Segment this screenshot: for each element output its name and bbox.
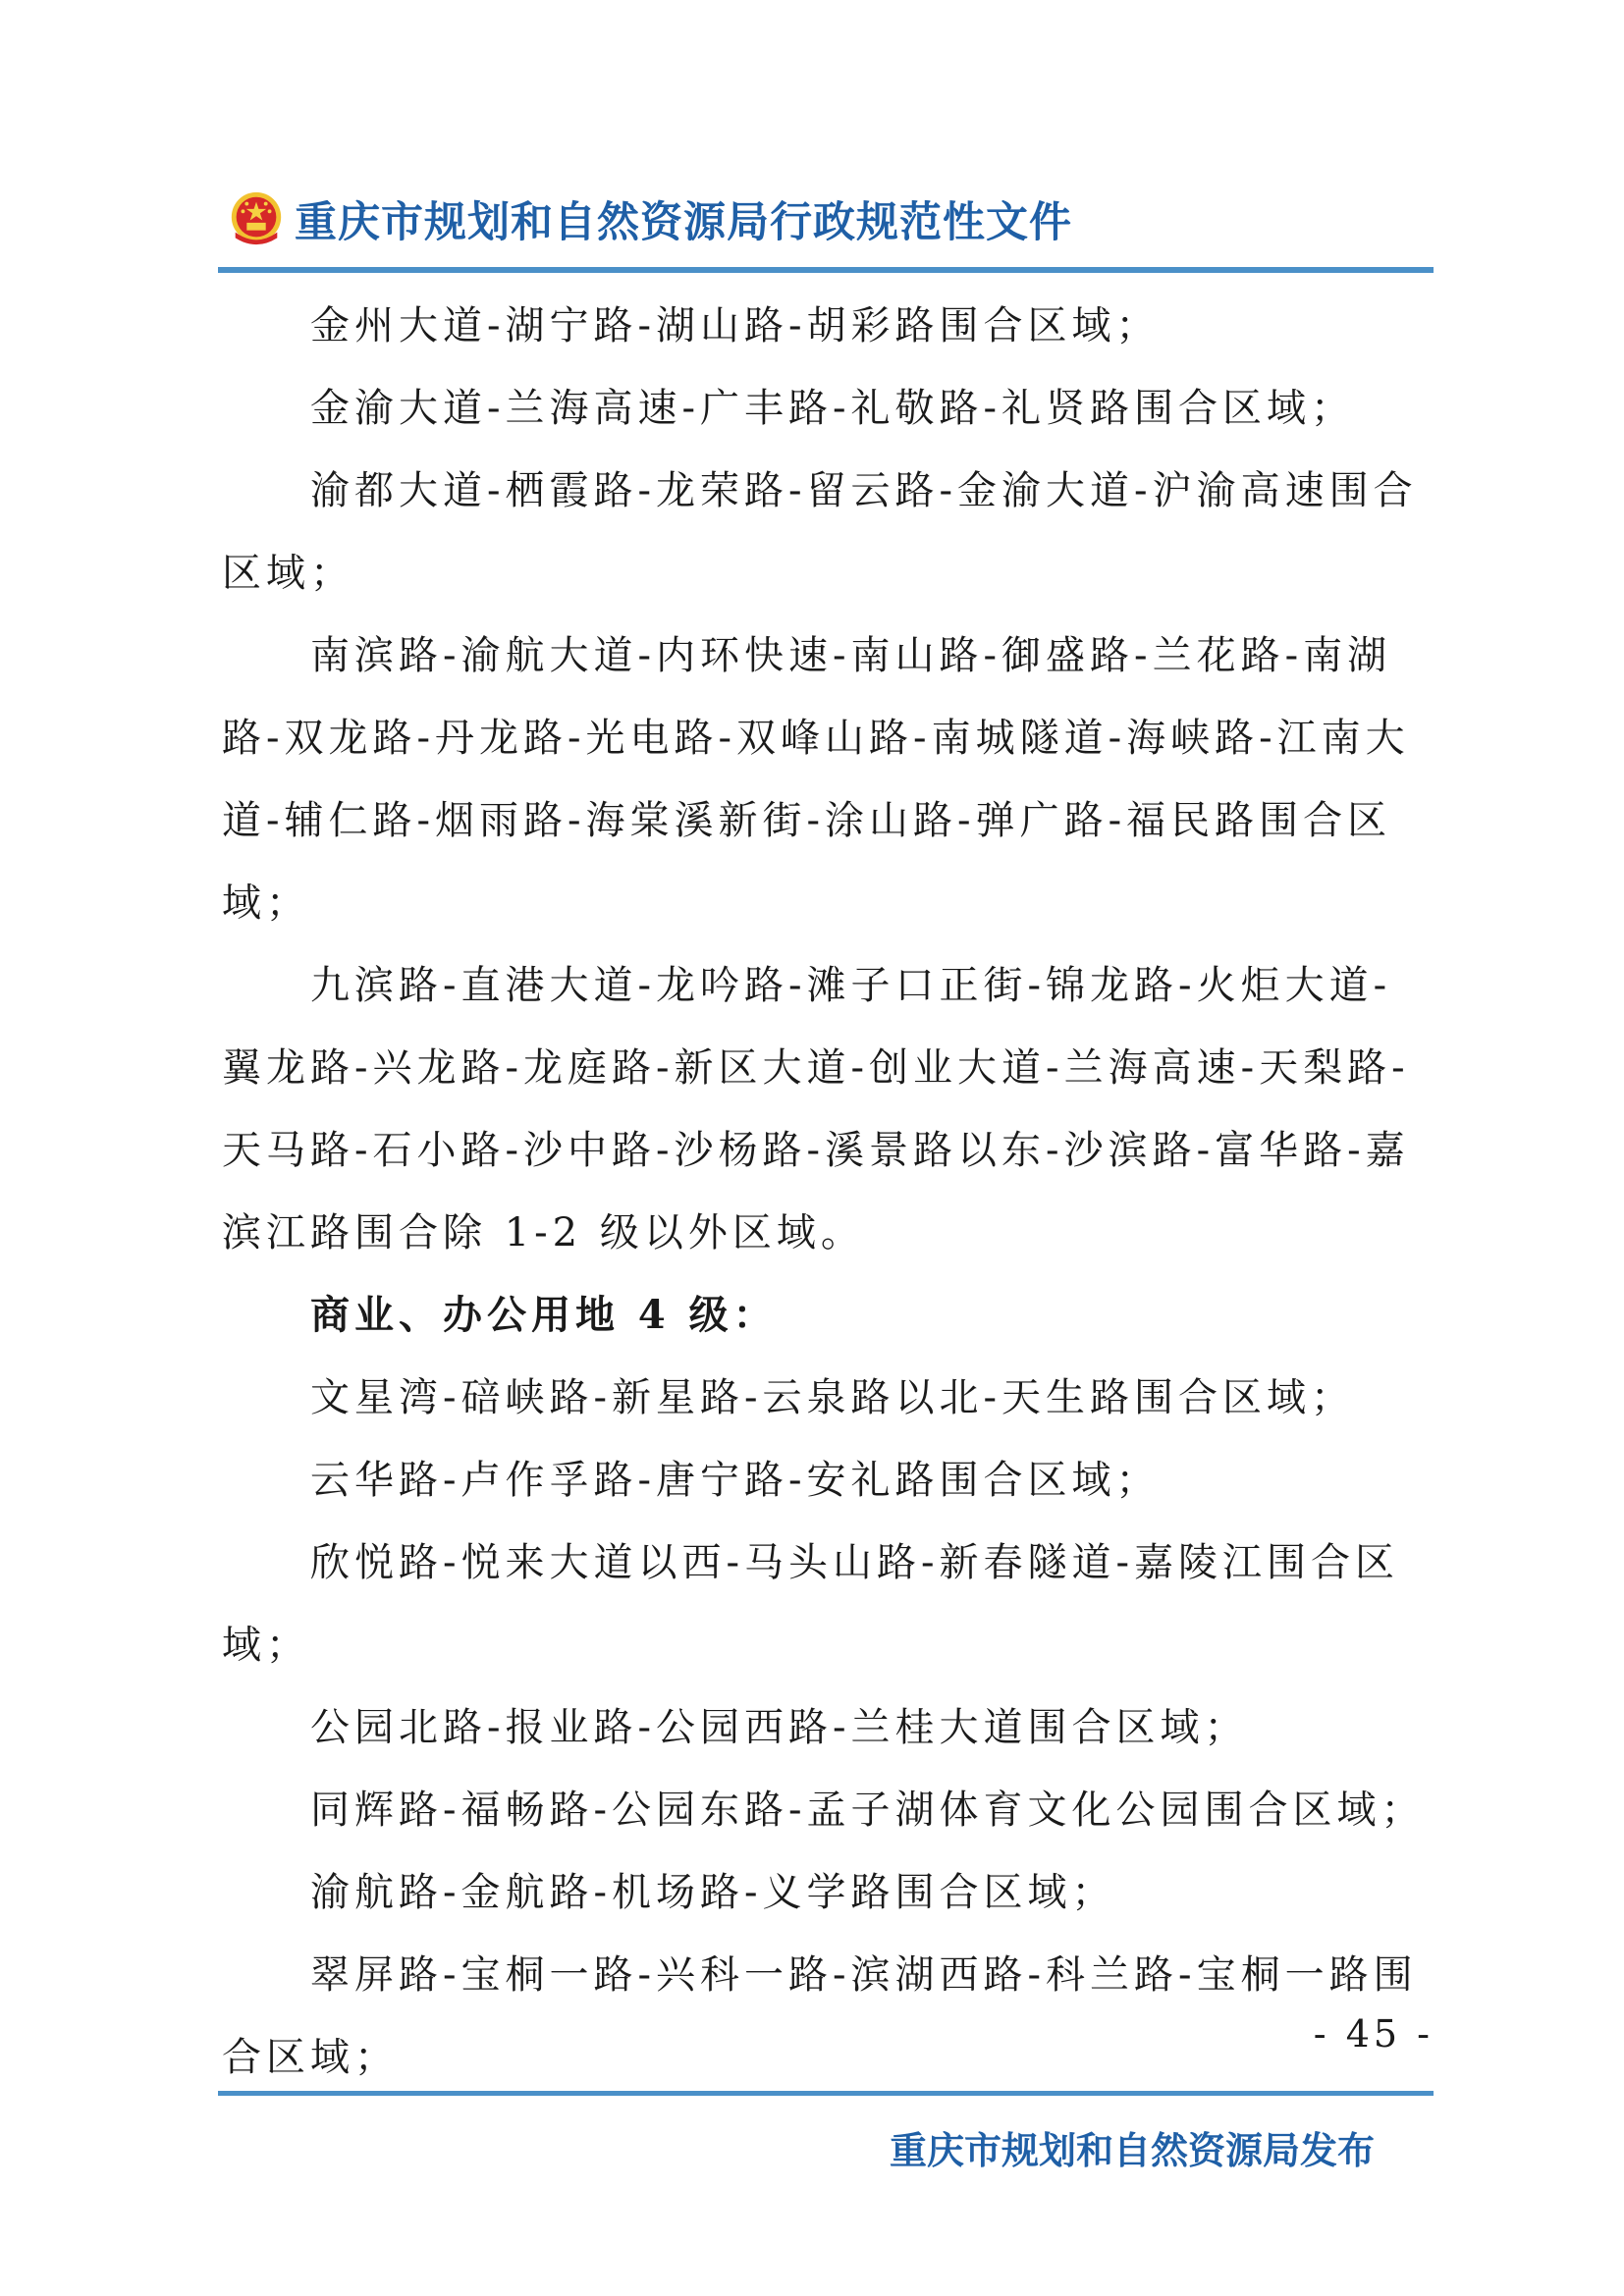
paragraph: 九滨路-直港大道-龙吟路-滩子口正街-锦龙路-火炬大道-翼龙路-兴龙路-龙庭路-新区大道-创业大道-兰海高速-天梨路-天马路-石小路-沙中路-沙杨路-溪景路以东-沙滨路-富华路-嘉滨江路围合除 1-2 级以外区域。 [222, 963, 1410, 1255]
page-number: - 45 - [1313, 2012, 1434, 2056]
paragraph: 金渝大道-兰海高速-广丰路-礼敬路-礼贤路围合区域； [310, 386, 1356, 431]
paragraph: 渝航路-金航路-机场路-义学路围合区域； [310, 1870, 1116, 1915]
footer-divider [218, 2091, 1434, 2096]
paragraph: 金州大道-湖宁路-湖山路-胡彩路围合区域； [310, 303, 1161, 348]
document-header [226, 185, 1072, 253]
document-body [222, 285, 1430, 2099]
paragraph: 渝都大道-栖霞路-龙荣路-留云路-金渝大道-沪渝高速围合区域； [222, 468, 1418, 596]
header-title: 重庆市规划和自然资源局行政规范性文件 [295, 197, 1072, 247]
section-heading: 商业、办公用地 4 级： [310, 1292, 778, 1338]
paragraph: 公园北路-报业路-公园西路-兰桂大道围合区域； [310, 1705, 1249, 1750]
footer-publisher: 重庆市规划和自然资源局发布 [889, 2129, 1375, 2172]
national-emblem-icon [226, 188, 287, 249]
paragraph: 同辉路-福畅路-公园东路-孟子湖体育文化公园围合区域； [310, 1788, 1426, 1833]
paragraph: 文星湾-碚峡路-新星路-云泉路以北-天生路围合区域； [310, 1375, 1356, 1420]
paragraph: 翠屏路-宝桐一路-兴科一路-滨湖西路-科兰路-宝桐一路围合区域； [222, 1952, 1418, 2080]
paragraph: 南滨路-渝航大道-内环快速-南山路-御盛路-兰花路-南湖路-双龙路-丹龙路-光电路-双峰山路-南城隧道-海峡路-江南大道-辅仁路-烟雨路-海棠溪新街-涂山路-弹广路-福民路围合区域； [222, 633, 1410, 926]
paragraph: 欣悦路-悦来大道以西-马头山路-新春隧道-嘉陵江围合区域； [222, 1540, 1400, 1668]
header-divider [218, 267, 1434, 273]
paragraph: 云华路-卢作孚路-唐宁路-安礼路围合区域； [310, 1458, 1161, 1503]
